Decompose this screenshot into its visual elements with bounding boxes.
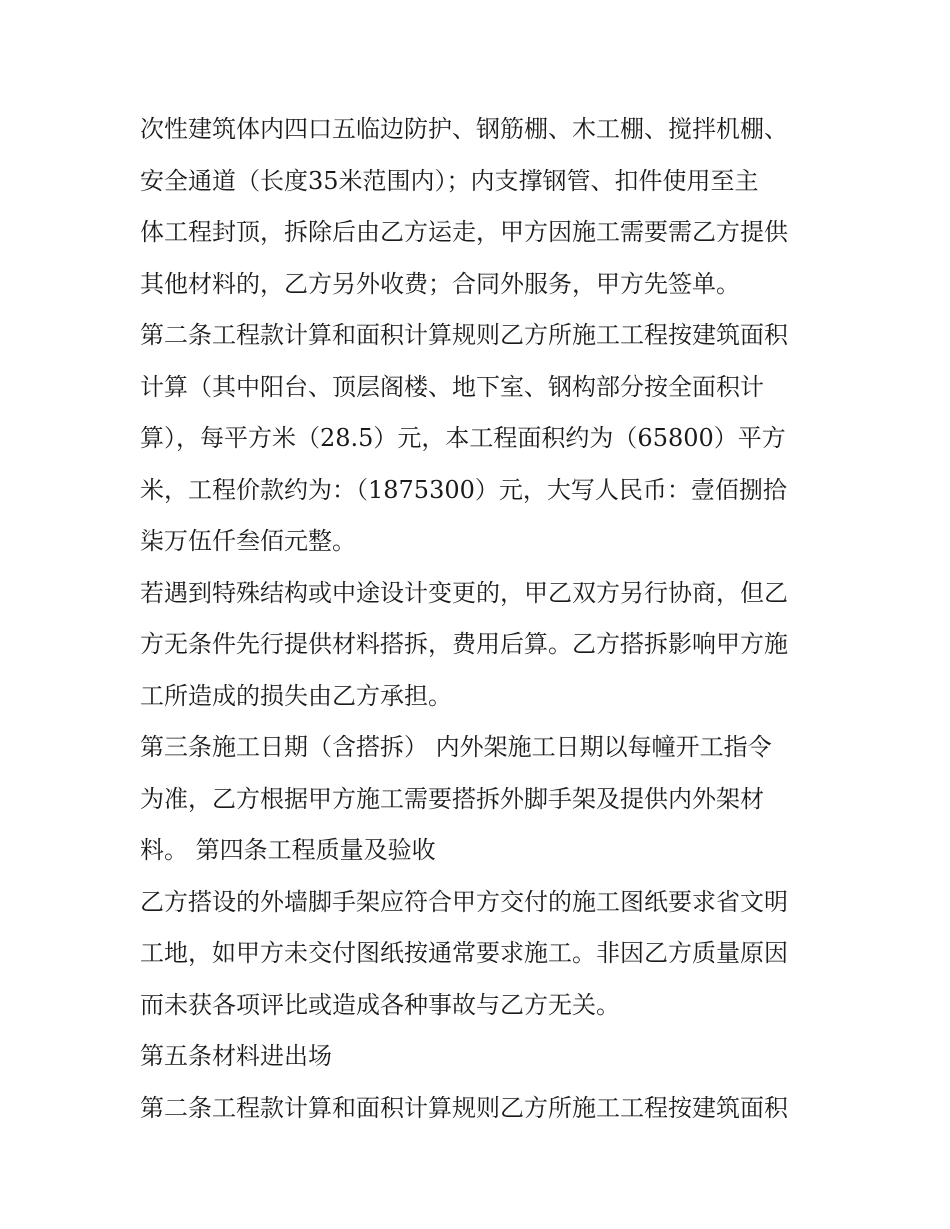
document-body xyxy=(140,104,820,1134)
section-heading-line: 第二条工程款计算和面积计算规则乙方所施工工程按建筑面积 xyxy=(140,321,788,349)
text-line: 柒万伍仟叁佰元整。 xyxy=(140,527,356,555)
text-line: 安全通道（长度35米范围内）；内支撑钢管、扣件使用至主 xyxy=(140,166,759,195)
section-heading-line: 料。 第四条工程质量及验收 xyxy=(140,836,436,864)
section-heading-line: 第二条工程款计算和面积计算规则乙方所施工工程按建筑面积 xyxy=(140,1093,788,1122)
text-line: 而未获各项评比或造成各种事故与乙方无关。 xyxy=(140,990,620,1019)
text-line: 体工程封顶，拆除后由乙方运走，甲方因施工需要需乙方提供 xyxy=(140,218,788,246)
section-heading-line: 第三条施工日期（含搭拆） 内外架施工日期以每幢开工指令 xyxy=(140,733,772,761)
text-line: 若遇到特殊结构或中途设计变更的，甲乙双方另行协商，但乙 xyxy=(140,578,788,607)
text-line: 次性建筑体内四口五临边防护、钢筋棚、木工棚、搅拌机棚、 xyxy=(140,115,788,143)
section-heading-line: 第五条材料进出场 xyxy=(140,1042,332,1070)
text-line: 乙方搭设的外墙脚手架应符合甲方交付的施工图纸要求省文明 xyxy=(140,887,788,916)
text-line: 为准，乙方根据甲方施工需要搭拆外脚手架及提供内外架材 xyxy=(140,784,764,813)
text-line: 工所造成的损失由乙方承担。 xyxy=(140,681,452,710)
text-line: 算），每平方米（28.5）元，本工程面积约为（65800）平方 xyxy=(140,424,786,452)
text-line: 计算（其中阳台、顶层阁楼、地下室、钢构部分按全面积计 xyxy=(140,372,764,401)
text-line: 米，工程价款约为：（1875300）元，大写人民币：壹佰捌拾 xyxy=(140,475,787,504)
text-line: 其他材料的，乙方另外收费；合同外服务，甲方先签单。 xyxy=(140,269,740,298)
text-line: 方无条件先行提供材料搭拆，费用后算。乙方搭拆影响甲方施 xyxy=(140,630,788,658)
text-line: 工地，如甲方未交付图纸按通常要求施工。非因乙方质量原因 xyxy=(140,939,788,967)
